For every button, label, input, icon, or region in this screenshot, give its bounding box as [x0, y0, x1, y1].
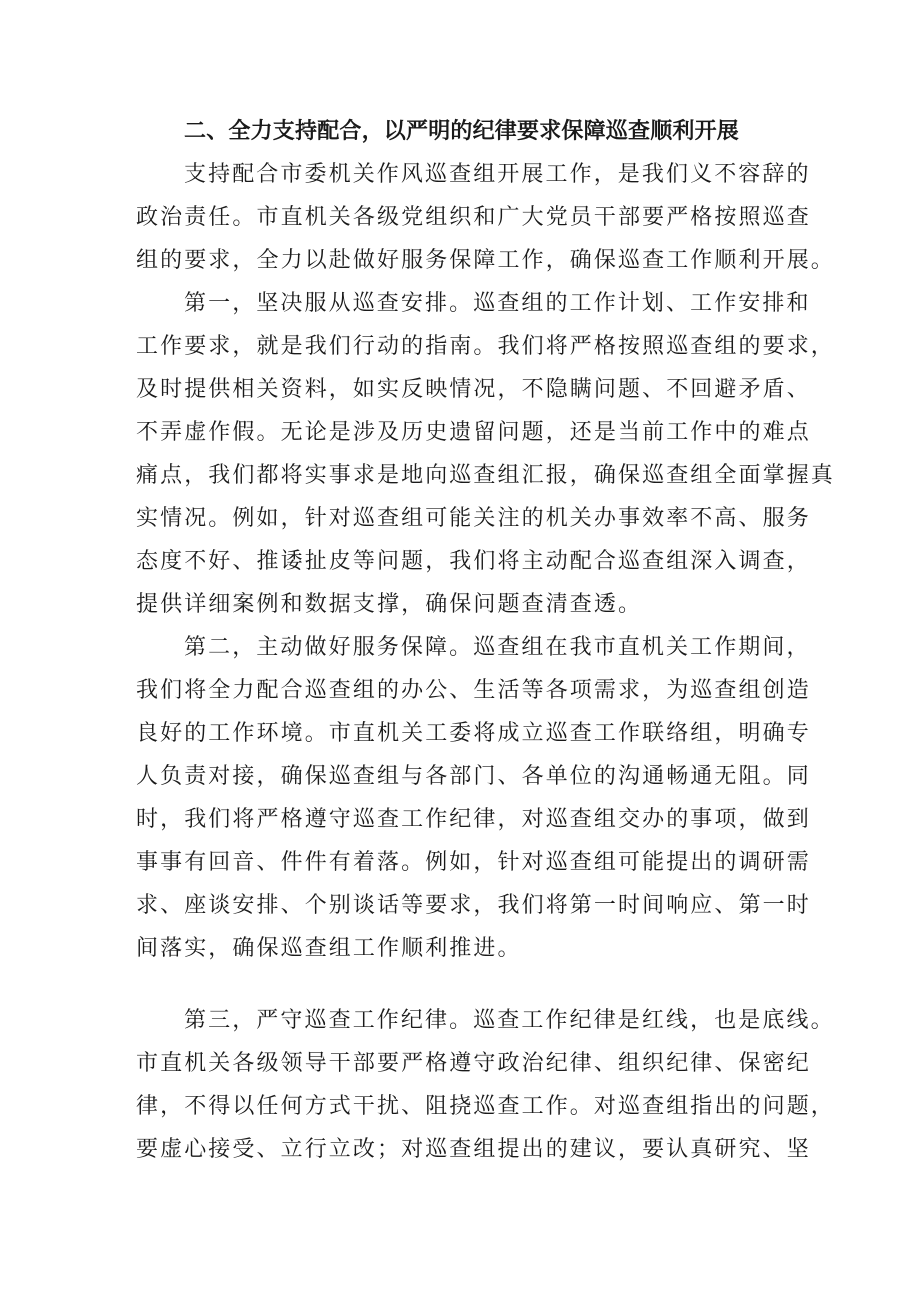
paragraph-line: 实情况。例如，针对巡查组可能关注的机关办事效率不高、服务	[136, 506, 811, 531]
paragraph-line: 要虚心接受、立行立改；对巡查组提出的建议，要认真研究、坚	[136, 1137, 811, 1162]
paragraph-line: 人负责对接，确保巡查组与各部门、各单位的沟通畅通无阻。同	[136, 764, 811, 789]
paragraph-line: 痛点，我们都将实事求是地向巡查组汇报，确保巡查组全面掌握真	[136, 463, 835, 488]
paragraph-line: 事事有回音、件件有着落。例如，针对巡查组可能提出的调研需	[136, 850, 811, 875]
section-heading: 二、全力支持配合，以严明的纪律要求保障巡查顺利开展	[184, 119, 740, 144]
paragraph-line: 我们将全力配合巡查组的办公、生活等各项需求，为巡查组创造	[136, 678, 811, 703]
paragraph-line: 态度不好、推诿扯皮等问题，我们将主动配合巡查组深入调查，	[136, 549, 811, 574]
paragraph-line: 工作要求，就是我们行动的指南。我们将严格按照巡查组的要求，	[136, 334, 835, 359]
paragraph-line: 不弄虚作假。无论是涉及历史遗留问题，还是当前工作中的难点	[136, 420, 811, 445]
paragraph-line: 间落实，确保巡查组工作顺利推进。	[136, 936, 522, 961]
paragraph-line: 良好的工作环境。市直机关工委将成立巡查工作联络组，明确专	[136, 721, 811, 746]
paragraph-line: 市直机关各级领导干部要严格遵守政治纪律、组织纪律、保密纪	[136, 1051, 811, 1076]
paragraph-line: 第三，严守巡查工作纪律。巡查工作纪律是红线，也是底线。	[184, 1008, 835, 1033]
paragraph-line: 支持配合市委机关作风巡查组开展工作，是我们义不容辞的	[184, 162, 811, 187]
paragraph-line: 第一，坚决服从巡查安排。巡查组的工作计划、工作安排和	[184, 291, 811, 316]
paragraph-line: 组的要求，全力以赴做好服务保障工作，确保巡查工作顺利开展。	[136, 248, 835, 273]
paragraph-line: 第二，主动做好服务保障。巡查组在我市直机关工作期间，	[184, 635, 811, 660]
paragraph-line: 律，不得以任何方式干扰、阻挠巡查工作。对巡查组指出的问题，	[136, 1094, 835, 1119]
paragraph-line: 提供详细案例和数据支撑，确保问题查清查透。	[136, 592, 643, 617]
paragraph-line: 时，我们将严格遵守巡查工作纪律，对巡查组交办的事项，做到	[136, 807, 811, 832]
paragraph-line: 政治责任。市直机关各级党组织和广大党员干部要严格按照巡查	[136, 205, 811, 230]
paragraph-line: 及时提供相关资料，如实反映情况，不隐瞒问题、不回避矛盾、	[136, 377, 811, 402]
paragraph-line: 求、座谈安排、个别谈话等要求，我们将第一时间响应、第一时	[136, 893, 811, 918]
